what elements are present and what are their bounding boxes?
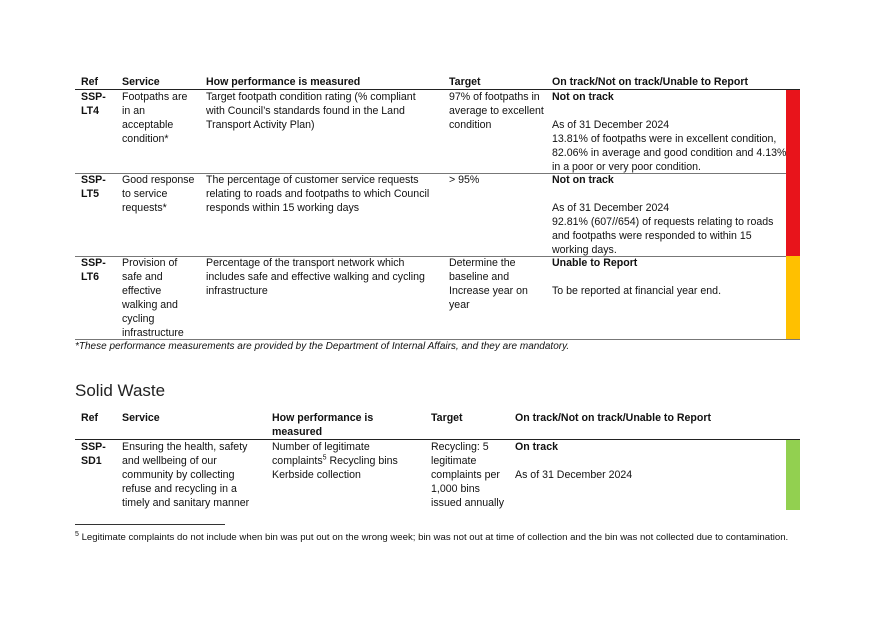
target-line: legitimate	[431, 454, 477, 467]
ref-line: SSP-	[81, 257, 106, 269]
status-detail: and footpaths were responded to within 15	[552, 229, 752, 242]
target-line: Recycling: 5	[431, 441, 489, 453]
row-status-cell	[552, 91, 786, 174]
status-detail: working days.	[552, 243, 617, 256]
ref-line: SD1	[81, 454, 102, 467]
row-service	[122, 174, 194, 216]
row-target	[449, 91, 544, 133]
status-detail: As of 31 December 2024	[552, 118, 670, 131]
ref-line: LT6	[81, 270, 100, 283]
service-line: Footpaths are	[122, 91, 188, 103]
row-ref	[81, 441, 106, 469]
service-line: effective	[122, 284, 162, 297]
service-line: cycling	[122, 312, 155, 325]
table-footnote: *These performance measurements are provided by the Department of Internal Affairs, and they are mandatory.	[75, 341, 570, 352]
measure-line: Number of legitimate	[272, 441, 370, 453]
header-line: How performance is	[272, 412, 374, 424]
row-measure	[272, 441, 398, 483]
header-ref: Ref	[81, 76, 99, 88]
measure-text: Recycling bins	[326, 454, 398, 467]
ref-line: LT4	[81, 104, 100, 117]
service-line: condition*	[122, 132, 169, 145]
section-title: Solid Waste	[75, 381, 166, 400]
row-measure	[206, 257, 425, 299]
header-service: Service	[122, 76, 160, 88]
measure-line: The percentage of customer service requests	[206, 174, 419, 186]
measure-line: infrastructure	[206, 284, 268, 297]
header-ref: Ref	[81, 412, 99, 424]
status-label: Not on track	[552, 174, 614, 186]
measure-line	[272, 455, 398, 469]
header-line: measured	[272, 425, 323, 438]
footnote-text: Legitimate complaints do not include when bin was put out on the wrong week; bin was not out at time of collection and the bin was not collected due to contamination.	[78, 532, 789, 543]
header-status: On track/Not on track/Unable to Report	[515, 412, 712, 424]
status-color-bar	[786, 440, 800, 510]
row-service	[122, 257, 184, 340]
service-line: walking and	[122, 298, 178, 311]
target-line: 97% of footpaths in	[449, 91, 540, 103]
service-line: and wellbeing of our	[122, 454, 217, 467]
row-target	[449, 174, 479, 188]
status-detail: 13.81% of footpaths were in excellent condition,	[552, 132, 777, 145]
header-measure	[272, 412, 373, 440]
measure-line: with Council’s standards found in the Land	[206, 104, 405, 117]
target-line: year	[449, 298, 470, 311]
target-line: > 95%	[449, 174, 480, 186]
ref-line: SSP-	[81, 174, 106, 186]
target-line: Determine the	[449, 257, 516, 269]
status-detail: As of 31 December 2024	[552, 201, 670, 214]
row-service	[122, 91, 187, 147]
target-line: 1,000 bins	[431, 482, 480, 495]
service-line: community by collecting	[122, 468, 235, 481]
row-measure	[206, 91, 416, 133]
service-line: acceptable	[122, 118, 174, 131]
footnote-ref[interactable]: 5	[322, 454, 327, 462]
measure-line: Kerbside collection	[272, 468, 361, 481]
status-label: Unable to Report	[552, 257, 638, 269]
status-label: Not on track	[552, 91, 614, 103]
status-detail: 82.06% in average and good condition and 4.13%	[552, 146, 787, 159]
status-detail: To be reported at financial year end.	[552, 284, 722, 297]
footnote	[75, 531, 788, 545]
service-line: safe and	[122, 270, 163, 283]
measure-line: responds within 15 working days	[206, 201, 360, 214]
service-line: infrastructure	[122, 326, 184, 339]
header-target: Target	[431, 412, 463, 424]
service-line: Ensuring the health, safety	[122, 441, 248, 453]
service-line: requests*	[122, 201, 167, 214]
status-detail: in a poor or very poor condition.	[552, 160, 701, 173]
target-line: Increase year on	[449, 284, 528, 297]
service-line: refuse and recycling in a	[122, 482, 237, 495]
measure-line: includes safe and effective walking and cycling	[206, 270, 425, 283]
row-status-cell	[515, 441, 632, 483]
status-color-bar	[786, 256, 800, 339]
header-divider	[75, 89, 800, 90]
status-label: On track	[515, 441, 558, 453]
ref-line: SSP-	[81, 91, 106, 103]
status-color-bar	[786, 90, 800, 173]
row-status-cell	[552, 257, 721, 299]
ref-line: LT5	[81, 187, 100, 200]
target-line: complaints per	[431, 468, 500, 481]
target-line: issued annually	[431, 496, 505, 509]
row-target	[431, 441, 504, 511]
header-measure: How performance is measured	[206, 76, 361, 88]
target-line: baseline and	[449, 270, 510, 283]
status-detail: 92.81% (607//654) of requests relating to roads	[552, 215, 774, 228]
measure-line: Target footpath condition rating (% compliant	[206, 91, 416, 103]
row-service	[122, 441, 249, 511]
measure-line: relating to roads and footpaths to which Council	[206, 187, 430, 200]
footnote-separator	[75, 524, 225, 525]
row-ref	[81, 257, 106, 285]
footnote-mark: 5	[75, 530, 79, 538]
header-target: Target	[449, 76, 481, 88]
service-line: timely and sanitary manner	[122, 496, 250, 509]
row-measure	[206, 174, 429, 216]
service-line: Good response	[122, 174, 195, 186]
status-detail: As of 31 December 2024	[515, 468, 633, 481]
row-target	[449, 257, 528, 313]
measure-text: complaints	[272, 454, 323, 467]
header-status: On track/Not on track/Unable to Report	[552, 76, 749, 88]
service-line: to service	[122, 187, 168, 200]
header-divider	[75, 439, 800, 440]
target-line: condition	[449, 118, 492, 131]
service-line: in an	[122, 104, 145, 117]
row-status-cell	[552, 174, 773, 257]
service-line: Provision of	[122, 257, 178, 269]
status-color-bar	[786, 173, 800, 256]
row-ref	[81, 174, 106, 202]
row-ref	[81, 91, 106, 119]
target-line: average to excellent	[449, 104, 544, 117]
measure-line: Percentage of the transport network which	[206, 257, 405, 269]
ref-line: SSP-	[81, 441, 106, 453]
header-service: Service	[122, 412, 160, 424]
measure-line: Transport Activity Plan)	[206, 118, 315, 131]
